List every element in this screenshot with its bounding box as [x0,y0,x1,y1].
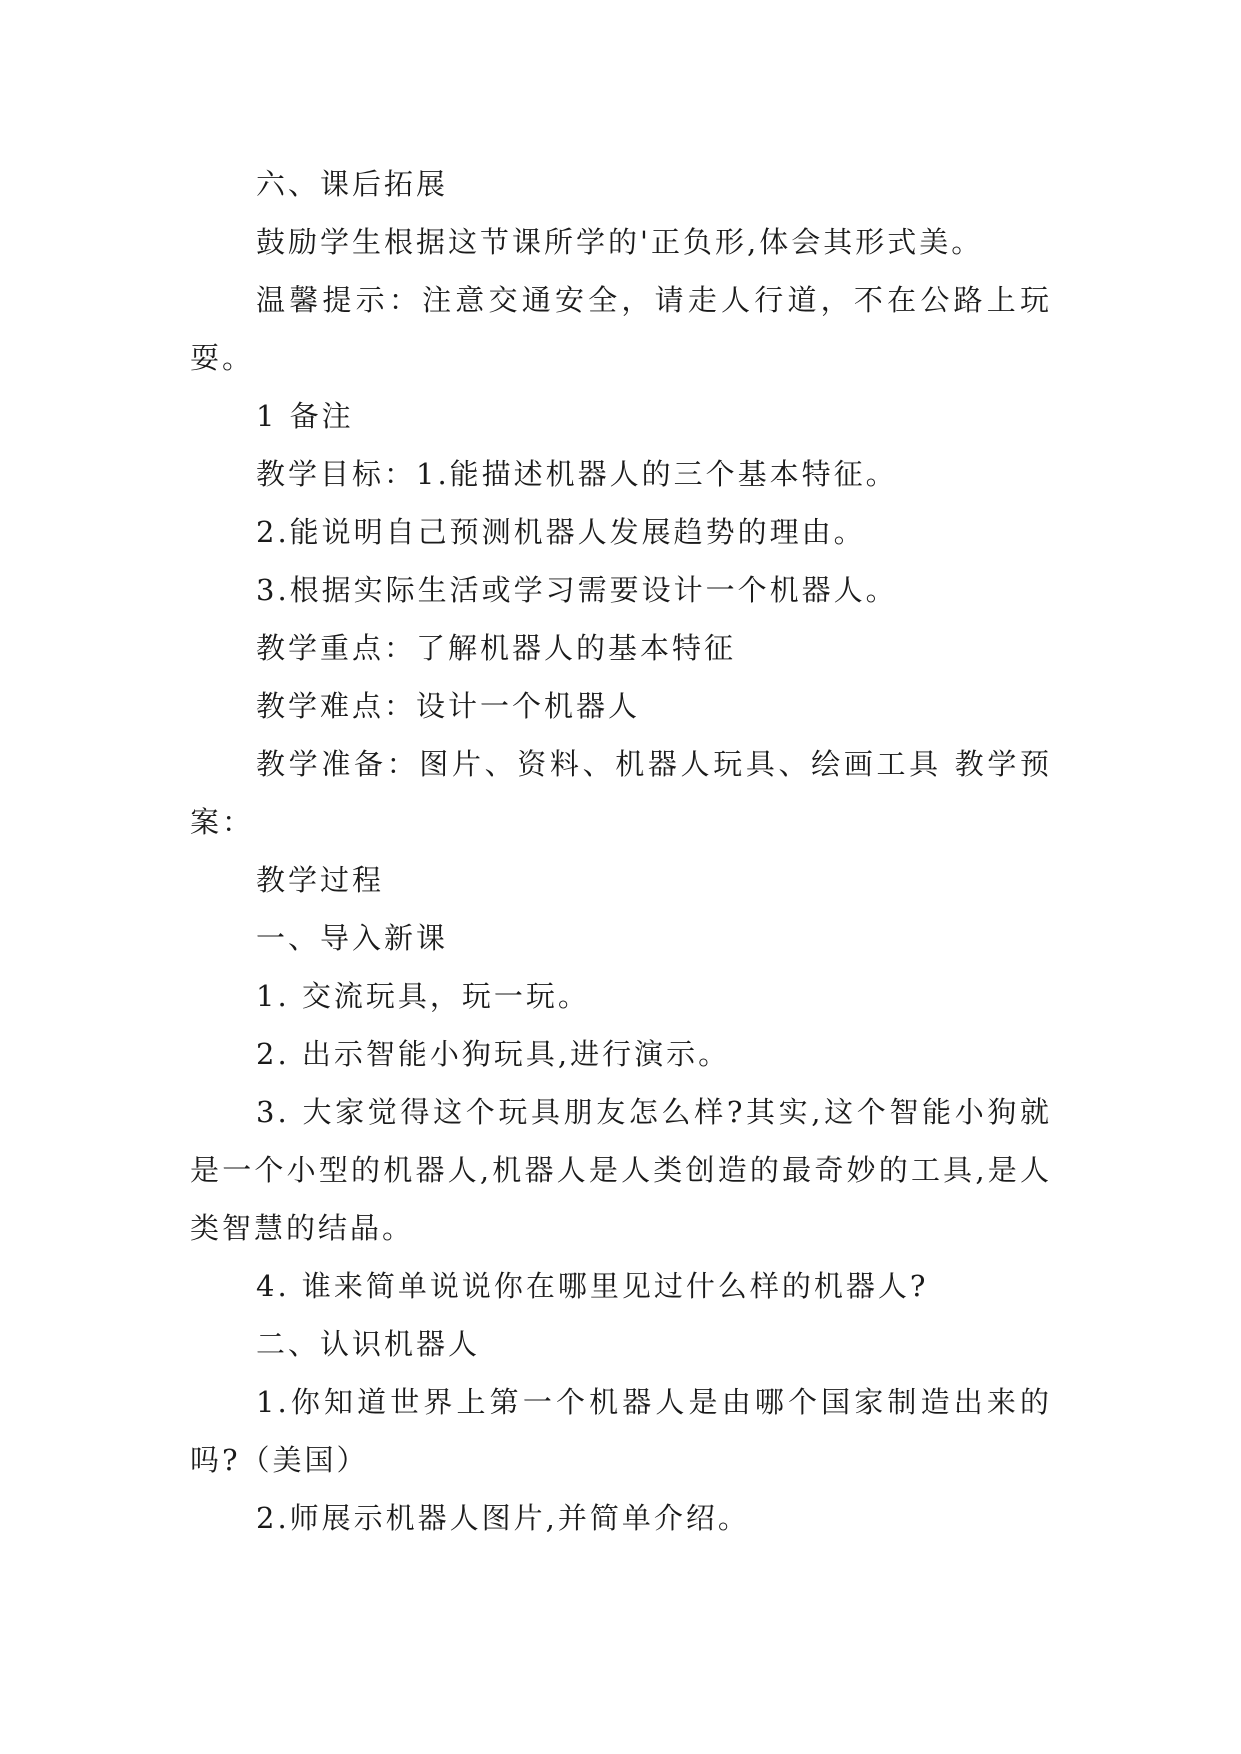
paragraph: 鼓励学生根据这节课所学的'正负形,体会其形式美。 [256,225,984,259]
list-item: 2. 出示智能小狗玩具,进行演示。 [256,1037,731,1071]
list-item: 4. 谁来简单说说你在哪里见过什么样的机器人? [256,1269,929,1303]
section-heading: 六、课后拓展 [256,167,449,201]
list-item: 3. 大家觉得这个玩具朋友怎么样?其实,这个智能小狗就是一个小型的机器人,机器人是人类创造的最奇妙的工具,是人类智慧的结晶。 [190,1095,1052,1245]
paragraph: 3.根据实际生活或学习需要设计一个机器人。 [256,573,898,607]
list-item: 1. 交流玩具，玩一玩。 [256,979,590,1013]
section-heading: 二、认识机器人 [256,1327,481,1361]
paragraph: 教学目标：1.能描述机器人的三个基本特征。 [256,457,898,491]
paragraph: 教学重点：了解机器人的基本特征 [256,631,737,665]
section-heading: 1 备注 [256,399,354,433]
section-heading: 教学过程 [256,863,385,897]
section-heading: 一、导入新课 [256,921,449,955]
list-item: 2.师展示机器人图片,并简单介绍。 [256,1501,750,1535]
list-item: 1.你知道世界上第一个机器人是由哪个国家制造出来的吗?（美国） [190,1385,1052,1477]
document-body [190,155,1052,1547]
paragraph: 教学难点：设计一个机器人 [256,689,641,723]
paragraph: 2.能说明自己预测机器人发展趋势的理由。 [256,515,866,549]
paragraph: 教学准备：图片、资料、机器人玩具、绘画工具 教学预案： [190,747,1052,839]
paragraph: 温馨提示：注意交通安全，请走人行道，不在公路上玩耍。 [190,283,1052,375]
